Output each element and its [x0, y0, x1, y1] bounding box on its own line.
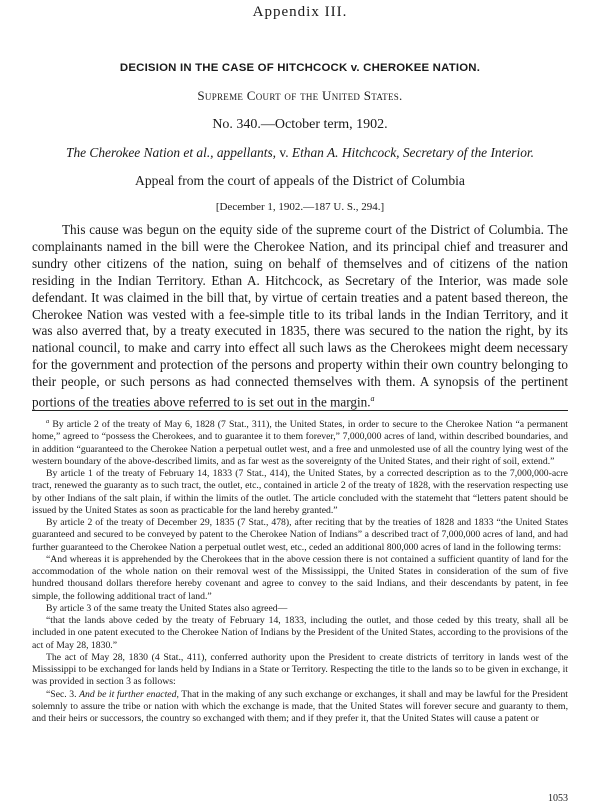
appendix-heading: Appendix III.: [252, 4, 348, 20]
appellants: The Cherokee Nation et al., appellants,: [66, 145, 277, 160]
footnote-divider: [32, 410, 568, 411]
section-label: “Sec. 3.: [46, 688, 80, 700]
footnotes: [32, 416, 568, 725]
footnote-quote: [32, 689, 568, 726]
appellee: Ethan A. Hitchcock, Secretary of the Interior.: [291, 145, 534, 160]
footnote-text: By article 2 of the treaty of December 29, 1835 (7 Stat., 478), after reciting that by the treaties of 1828 and 1833 “the United States guaranteed and secured to be conveyed by patent to the Cherokee Nation of Indians” a described tract of 7,000,000 acres of land, and had further guaranteed to the Cherokee Nation a perpetual outlet west, etc., ceded an additional 800,000 acres of land in the following terms:: [32, 517, 568, 553]
footnote-paragraph: [32, 416, 568, 468]
footnote-text: That in the making of any such exchange or exchanges, it shall and may be lawful for the President solemnly to assure the tribe or nation with which the exchange is made, that the United States will forever secure and guaranty to them, and their heirs or successors, the country so exchanged with them; and if they prefer it, that the United States will cause a patent or: [32, 688, 568, 725]
footnote-paragraph: [32, 603, 568, 615]
footnote-paragraph: [32, 652, 568, 689]
docket-number: No. 340.—October term, 1902.: [212, 117, 388, 132]
footnote-text: By article 3 of the same treaty the United States also agreed—: [46, 602, 288, 614]
footnote-text: The act of May 28, 1830 (4 Stat., 411), conferred authority upon the President to create districts of territory in lands west of the Mississippi to be exchanged for lands held by Indians in a State or Territory. Respecting the title to the lands so to be given in exchange, it was provided in section 3 as follows:: [32, 651, 568, 688]
page-number: 1053: [548, 793, 568, 804]
opinion-text: This cause was begun on the equity side of the supreme court of the District of Columbia. The complainants named in the bill were the Cherokee Nation, and its principal chief and treasurer and sundry other citizens of the nation, suing on behalf of themselves and of citizens of the nation residing in the Indian Territory. Ethan A. Hitchcock, as Secretary of the Interior, was made sole defendant. It was claimed in the bill that, by virtue of certain treaties and a patent based thereon, the Cherokee Nation was vested with a fee-simple title to its tribal lands in the Indian Territory, and it was also averred that, by a treaty executed in 1835, there was secured to the nation the right, by its national council, to make and carry into effect all such laws as the Cherokees might deem necessary for the government and protection of the persons and property within their own country belonging to their people, or such persons as had connected themselves with them. A synopsis of the pertinent portions of the treaties above referred to is set out in the margin.: [32, 222, 568, 410]
footnote-quote: [32, 554, 568, 603]
enacting-clause: And be it further enacted,: [79, 688, 179, 700]
footnote-text: “that the lands above ceded by the treaty of February 14, 1833, including the outlet, and those ceded by this treaty, shall all be included in one patent executed to the Cherokee Nation of Indians by the President of the United States, according to the provisions of the act of May 28, 1830.”: [32, 615, 568, 651]
footnote-paragraph: [32, 517, 568, 554]
case-parties: [0, 145, 600, 161]
versus: v.: [276, 145, 292, 160]
footnote-quote: [32, 615, 568, 652]
footnote-marker: a: [46, 418, 50, 425]
court-name: Supreme Court of the United States.: [197, 88, 403, 103]
footnote-text: “And whereas it is apprehended by the Cherokees that in the above cession there is not contained a sufficient quantity of land for the accommodation of the whole nation on their removal west of the Mississippi, the United States in consideration of the sum of five hundred thousand dollars therefore hereby covenant and agree to convey to the said Indians, and their descendants by patent, in fee simple, the following additional tract of land.”: [32, 553, 568, 602]
footnote-paragraph: [32, 468, 568, 517]
decision-title: DECISION IN THE CASE OF HITCHCOCK v. CHEROKEE NATION.: [119, 62, 481, 74]
footnote-text: By article 2 of the treaty of May 6, 1828 (7 Stat., 311), the United States, in order to secure to the Cherokee Nation “a permanent home,” agreed to “possess the Cherokees, and to guarantee it to them forever,” 7,000,000 acres of land, within described boundaries, and in addition “guaranteed to the Cherokee Nation a perpetual outlet west, and a free and unmolested use of all the country lying west of the western boundary of the above-described limits, and as far west as the sovereignty of the United States, and their right of soil, extend.”: [32, 419, 568, 467]
footnote-reference: a: [370, 394, 375, 404]
footnote-text: By article 1 of the treaty of February 14, 1833 (7 Stat., 414), the United States, by a corrected description as to the 7,000,000-acre tract, renewed the guaranty as to such tract, the outlet, etc., contained in article 2 of the treaty of 1828, with the reservation respecting use by other Indians of the salt plain, if within the limits of the outlet. The article concluded with the statemeht that “letters patent should be issued by the United States as soon as practicable for the land hereby granted.”: [32, 468, 568, 516]
opinion-paragraph: [32, 222, 568, 411]
citation-line: [December 1, 1902.—187 U. S., 294.]: [215, 201, 385, 213]
appeal-line: Appeal from the court of appeals of the District of Columbia: [135, 173, 465, 188]
